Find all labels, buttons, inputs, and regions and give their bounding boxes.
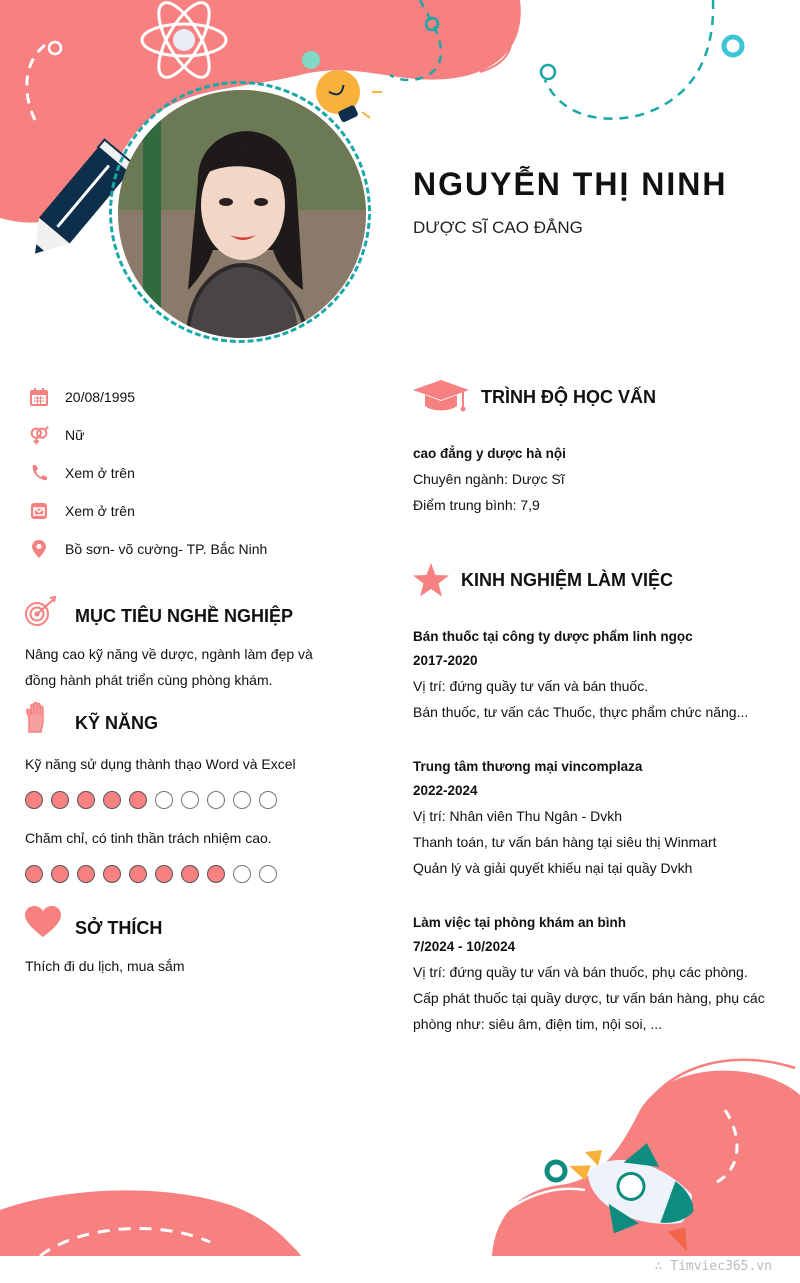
skill-dot bbox=[25, 791, 43, 809]
objective-line-2: đồng hành phát triển cùng phòng khám. bbox=[25, 672, 273, 688]
skill-dot bbox=[77, 791, 95, 809]
gender-icon bbox=[28, 424, 50, 446]
skill-dot bbox=[51, 791, 69, 809]
skill-rating-2 bbox=[25, 865, 277, 883]
skill-dot bbox=[181, 791, 199, 809]
skill-dot bbox=[103, 865, 121, 883]
job-1-company: Bán thuốc tại công ty dược phẩm linh ngọc bbox=[413, 629, 693, 644]
job-3-line-1: Vị trí: đứng quầy tư vấn và bán thuốc, phụ các phòng. bbox=[413, 964, 748, 980]
heart-icon bbox=[25, 906, 61, 943]
info-phone bbox=[28, 461, 135, 485]
skill-name-1: Kỹ năng sử dụng thành thạo Word và Excel bbox=[25, 756, 296, 772]
skill-dot bbox=[181, 865, 199, 883]
skill-dot bbox=[207, 865, 225, 883]
email-value: Xem ở trên bbox=[65, 503, 135, 519]
phone-icon bbox=[28, 462, 50, 484]
hand-icon bbox=[25, 702, 47, 739]
phone-value: Xem ở trên bbox=[65, 465, 135, 481]
skill-name-2: Chăm chỉ, có tinh thần trách nhiệm cao. bbox=[25, 830, 272, 846]
skill-dot bbox=[25, 865, 43, 883]
birthday-value: 20/08/1995 bbox=[65, 389, 136, 405]
info-birthday bbox=[28, 385, 136, 409]
skill-dot bbox=[155, 865, 173, 883]
dashed-arc-teal-2 bbox=[545, 0, 713, 119]
job-2-line-3: Quản lý và giải quyết khiếu nại tại quầy Dvkh bbox=[413, 860, 693, 876]
job-1-line-2: Bán thuốc, tư vấn các Thuốc, thực phẩm chức năng... bbox=[413, 704, 749, 720]
job-2-line-1: Vị trí: Nhân viên Thu Ngân - Dvkh bbox=[413, 808, 623, 824]
candidate-name: NGUYỄN THỊ NINH bbox=[413, 166, 728, 202]
hobbies-text: Thích đi du lịch, mua sắm bbox=[25, 958, 185, 974]
job-2-period: 2022-2024 bbox=[413, 783, 478, 798]
job-1-period: 2017-2020 bbox=[413, 653, 478, 668]
skill-dot bbox=[77, 865, 95, 883]
calendar-icon bbox=[28, 386, 50, 408]
skill-dot bbox=[103, 791, 121, 809]
objective-line-1: Nâng cao kỹ năng về dược, ngành làm đẹp và bbox=[25, 646, 313, 662]
address-value: Bồ sơn- võ cường- TP. Bắc Ninh bbox=[65, 541, 268, 557]
email-icon bbox=[28, 500, 50, 522]
job-3-company: Làm việc tại phòng khám an bình bbox=[413, 915, 627, 930]
job-3-line-2: Cấp phát thuốc tại quầy dược, tư vấn bán hàng, phụ các bbox=[413, 990, 765, 1006]
info-address bbox=[28, 537, 268, 561]
graduation-cap-icon bbox=[413, 380, 469, 419]
education-school: cao đẳng y dược hà nội bbox=[413, 446, 566, 461]
skill-dot bbox=[129, 791, 147, 809]
skill-dot bbox=[259, 865, 277, 883]
location-pin-icon bbox=[28, 538, 50, 560]
skill-dot bbox=[129, 865, 147, 883]
gender-value: Nữ bbox=[65, 427, 85, 443]
info-email bbox=[28, 499, 135, 523]
hobbies-title: SỞ THÍCH bbox=[75, 918, 163, 938]
job-title: DƯỢC SĨ CAO ĐẲNG bbox=[413, 218, 583, 237]
education-gpa: Điểm trung bình: 7,9 bbox=[413, 497, 540, 513]
experience-title: KINH NGHIỆM LÀM VIỆC bbox=[461, 570, 674, 590]
star-icon bbox=[413, 563, 449, 602]
profile-photo bbox=[118, 90, 366, 338]
job-2-company: Trung tâm thương mại vincomplaza bbox=[413, 759, 643, 774]
education-title: TRÌNH ĐỘ HỌC VẤN bbox=[481, 387, 656, 407]
skill-rating-1 bbox=[25, 791, 277, 809]
skill-dot bbox=[233, 791, 251, 809]
skill-dot bbox=[207, 791, 225, 809]
skill-dot bbox=[155, 791, 173, 809]
job-3-line-3: phòng như: siêu âm, điện tim, nội soi, ... bbox=[413, 1016, 663, 1032]
education-major: Chuyên ngành: Dược Sĩ bbox=[413, 471, 565, 487]
watermark: ∴ Timviec365.vn bbox=[654, 1259, 772, 1274]
skill-dot bbox=[51, 865, 69, 883]
skill-dot bbox=[259, 791, 277, 809]
job-2-line-2: Thanh toán, tư vấn bán hàng tại siêu thị Winmart bbox=[413, 834, 717, 850]
job-1-line-1: Vị trí: đứng quầy tư vấn và bán thuốc. bbox=[413, 678, 649, 694]
skill-dot bbox=[233, 865, 251, 883]
skills-title: KỸ NĂNG bbox=[75, 713, 159, 733]
objective-title: MỤC TIÊU NGHỀ NGHIỆP bbox=[75, 606, 294, 626]
target-icon bbox=[24, 596, 58, 633]
job-3-period: 7/2024 - 10/2024 bbox=[413, 939, 516, 954]
info-gender bbox=[28, 423, 85, 447]
